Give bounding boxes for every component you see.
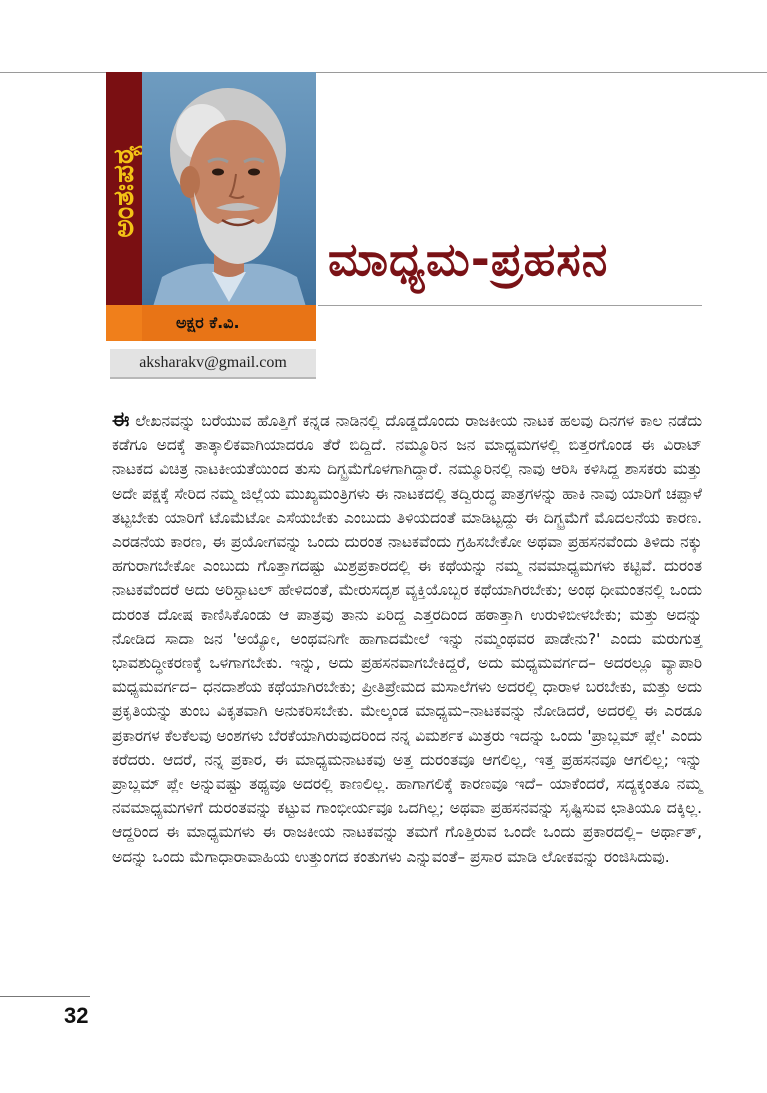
page-number: 32	[64, 1003, 89, 1028]
author-photo	[142, 72, 316, 310]
page-rule	[0, 996, 90, 997]
article-dropcap: ಈ	[112, 407, 130, 431]
article-text: ಲೇಖನವನ್ನು ಬರೆಯುವ ಹೊತ್ತಿಗೆ ಕನ್ನಡ ನಾಡಿನಲ್ಲಿ ದೊಡ್ಡದೊಂದು ರಾಜಕೀಯ ನಾಟಕ ಹಲವು ದಿನಗಳ ಕಾಲ ನಡೆದು ಕಡೆಗೂ ಅದಕ್ಕೆ ತಾತ್ಕಾಲಿಕವಾಗಿಯಾದರೂ ತೆರೆ ಬಿದ್ದಿದೆ. ನಮ್ಮೂರಿನ ಜನ ಮಾಧ್ಯಮಗಳಲ್ಲಿ ಬಿತ್ತರಗೊಂಡ ಈ ವಿರಾಟ್ ನಾಟಕದ ವಿಚಿತ್ರ ನಾಟಕೀಯತೆಯಿಂದ ತುಸು ದಿಗ್ಭ್ರಮೆಗೊಳಗಾಗಿದ್ದಾರೆ. ನಮ್ಮೂರಿನಲ್ಲಿ ನಾವು ಆರಿಸಿ ಕಳಿಸಿದ್ದ ಶಾಸಕರು ಮತ್ತು ಅದೇ ಪಕ್ಷಕ್ಕೆ ಸೇರಿದ ನಮ್ಮ ಜಿಲ್ಲೆಯ ಮುಖ್ಯಮಂತ್ರಿಗಳು ಈ ನಾಟಕದಲ್ಲಿ ತದ್ವಿರುದ್ಧ ಪಾತ್ರಗಳನ್ನು ಹಾಕಿ ನಾವು ಯಾರಿಗೆ ಚಪ್ಪಾಳೆ ತಟ್ಟಬೇಕು ಯಾರಿಗೆ ಟೊಮೆಟೋ ಎಸೆಯಬೇಕು ಎಂಬುದು ತಿಳಿಯದಂತೆ ಮಾಡಿಟ್ಟದ್ದು ಈ ದಿಗ್ಭ್ರಮೆಗೆ ಮೊದಲನೆಯ ಕಾರಣ. ಎರಡನೆಯ ಕಾರಣ, ಈ ಪ್ರಯೋಗವನ್ನು ಒಂದು ದುರಂತ ನಾಟಕವೆಂದು ಗ್ರಹಿಸಬೇಕೋ ಅಥವಾ ಪ್ರಹಸನವೆಂದು ತಿಳಿದು ನಕ್ಕು ಹಗುರಾಗಬೇಕೋ ಎಂಬುದು ಗೊತ್ತಾಗದಷ್ಟು ಮಿಶ್ರಪ್ರಕಾರದಲ್ಲಿ ಈ ಕಥೆಯನ್ನು ನಮ್ಮ ನವಮಾಧ್ಯಮಗಳು ಕಟ್ಟಿವೆ. ದುರಂತ ನಾಟಕವೆಂದರೆ ಅದು ಅರಿಸ್ಟಾಟಲ್ ಹೇಳಿದಂತೆ, ಮೇರುಸದೃಶ ವ್ಯಕ್ತಿಯೊಬ್ಬರ ಕಥೆಯಾಗಿರಬೇಕು; ಅಂಥ ಧೀಮಂತನಲ್ಲಿ ಒಂದು ದುರಂತ ದೋಷ ಕಾಣಿಸಿಕೊಂಡು ಆ ಪಾತ್ರವು ತಾನು ಏರಿದ್ದ ಎತ್ತರದಿಂದ ಹಠಾತ್ತಾಗಿ ಉರುಳಿಬೀಳಬೇಕು; ಮತ್ತು ಅದನ್ನು ನೋಡಿದ ಸಾದಾ ಜನ 'ಅಯ್ಯೋ, ಅಂಥವನಿಗೇ ಹಾಗಾದಮೇಲೆ ಇನ್ನು ನಮ್ಮಂಥವರ ಪಾಡೇನು?' ಎಂದು ಮರುಗುತ್ತ ಭಾವಶುದ್ಧೀಕರಣಕ್ಕೆ ಒಳಗಾಗಬೇಕು. ಇನ್ನು, ಅದು ಪ್ರಹಸನವಾಗಬೇಕಿದ್ದರೆ, ಅದು ಮಧ್ಯಮವರ್ಗದ– ಅದರಲ್ಲೂ ವ್ಯಾಪಾರಿ ಮಧ್ಯಮವರ್ಗದ– ಧನದಾಶೆಯ ಕಥೆಯಾಗಿರಬೇಕು; ಪ್ರೀತಿಪ್ರೇಮದ ಮಸಾಲೆಗಳು ಅದರಲ್ಲಿ ಧಾರಾಳ ಬರಬೇಕು, ಮತ್ತು ಅದು ಪ್ರಕೃತಿಯನ್ನು ತುಂಬ ವಿಕೃತವಾಗಿ ಅನುಕರಿಸಬೇಕು. ಮೇಲ್ಕಂಡ ಮಾಧ್ಯಮ–ನಾಟಕವನ್ನು ನೋಡಿದರೆ, ಅದರಲ್ಲಿ ಈ ಎರಡೂ ಪ್ರಕಾರಗಳ ಕೆಲಕೆಲವು ಅಂಶಗಳು ಬೆರಕೆಯಾಗಿರುವುದರಿಂದ ನನ್ನ ವಿಮರ್ಶಕ ಮಿತ್ರರು ಇದನ್ನು ಒಂದು 'ಪ್ರಾಬ್ಲಮ್ ಪ್ಲೇ' ಎಂದು ಕರೆದರು. ಆದರೆ, ನನ್ನ ಪ್ರಕಾರ, ಈ ಮಾಧ್ಯಮನಾಟಕವು ಅತ್ತ ದುರಂತವೂ ಆಗಲಿಲ್ಲ, ಇತ್ತ ಪ್ರಹಸನವೂ ಆಗಲಿಲ್ಲ; ಇನ್ನು ಪ್ರಾಬ್ಲಮ್ ಪ್ಲೇ ಅನ್ನುವಷ್ಟು ತಥ್ಯವೂ ಅದರಲ್ಲಿ ಕಾಣಲಿಲ್ಲ. ಹಾಗಾಗಲಿಕ್ಕೆ ಕಾರಣವೂ ಇದೆ– ಯಾಕೆಂದರೆ, ಸದ್ಯಕ್ಕಂತೂ ನಮ್ಮ ನವಮಾಧ್ಯಮಗಳಿಗೆ ದುರಂತವನ್ನು ಕಟ್ಟುವ ಗಾಂಭೀರ್ಯವೂ ಒದಗಿಲ್ಲ; ಅಥವಾ ಪ್ರಹಸನವನ್ನು ಸೃಷ್ಟಿಸುವ ಛಾತಿಯೂ ದಕ್ಕಿಲ್ಲ. ಆದ್ದರಿಂದ ಈ ಮಾಧ್ಯಮಗಳು ಈ ರಾಜಕೀಯ ನಾಟಕವನ್ನು ತಮಗೆ ಗೊತ್ತಿರುವ ಒಂದೇ ಒಂದು ಪ್ರಕಾರದಲ್ಲಿ– ಅರ್ಥಾತ್, ಅದನ್ನು ಒಂದು ಮೆಗಾಧಾರಾವಾಹಿಯ ಉತ್ತುಂಗದ ಕಂತುಗಳು ಎನ್ನುವಂತೆ– ಪ್ರಸಾರ ಮಾಡಿ ಲೋಕವನ್ನು ರಂಜಿಸಿದುವು.	[112, 412, 702, 866]
author-portrait-icon	[142, 72, 316, 310]
article-title: ಮಾಧ್ಯಮ-ಪ್ರಹಸನ	[328, 232, 609, 286]
article-body	[112, 407, 702, 869]
title-rule	[318, 305, 702, 306]
column-name: ಅಂತಃಪಠ್ಯ	[107, 144, 140, 238]
column-banner	[106, 72, 142, 310]
author-email[interactable]: aksharakv@gmail.com	[110, 349, 316, 379]
author-name: ಅಕ್ಷರ ಕೆ.ವಿ.	[142, 305, 316, 341]
